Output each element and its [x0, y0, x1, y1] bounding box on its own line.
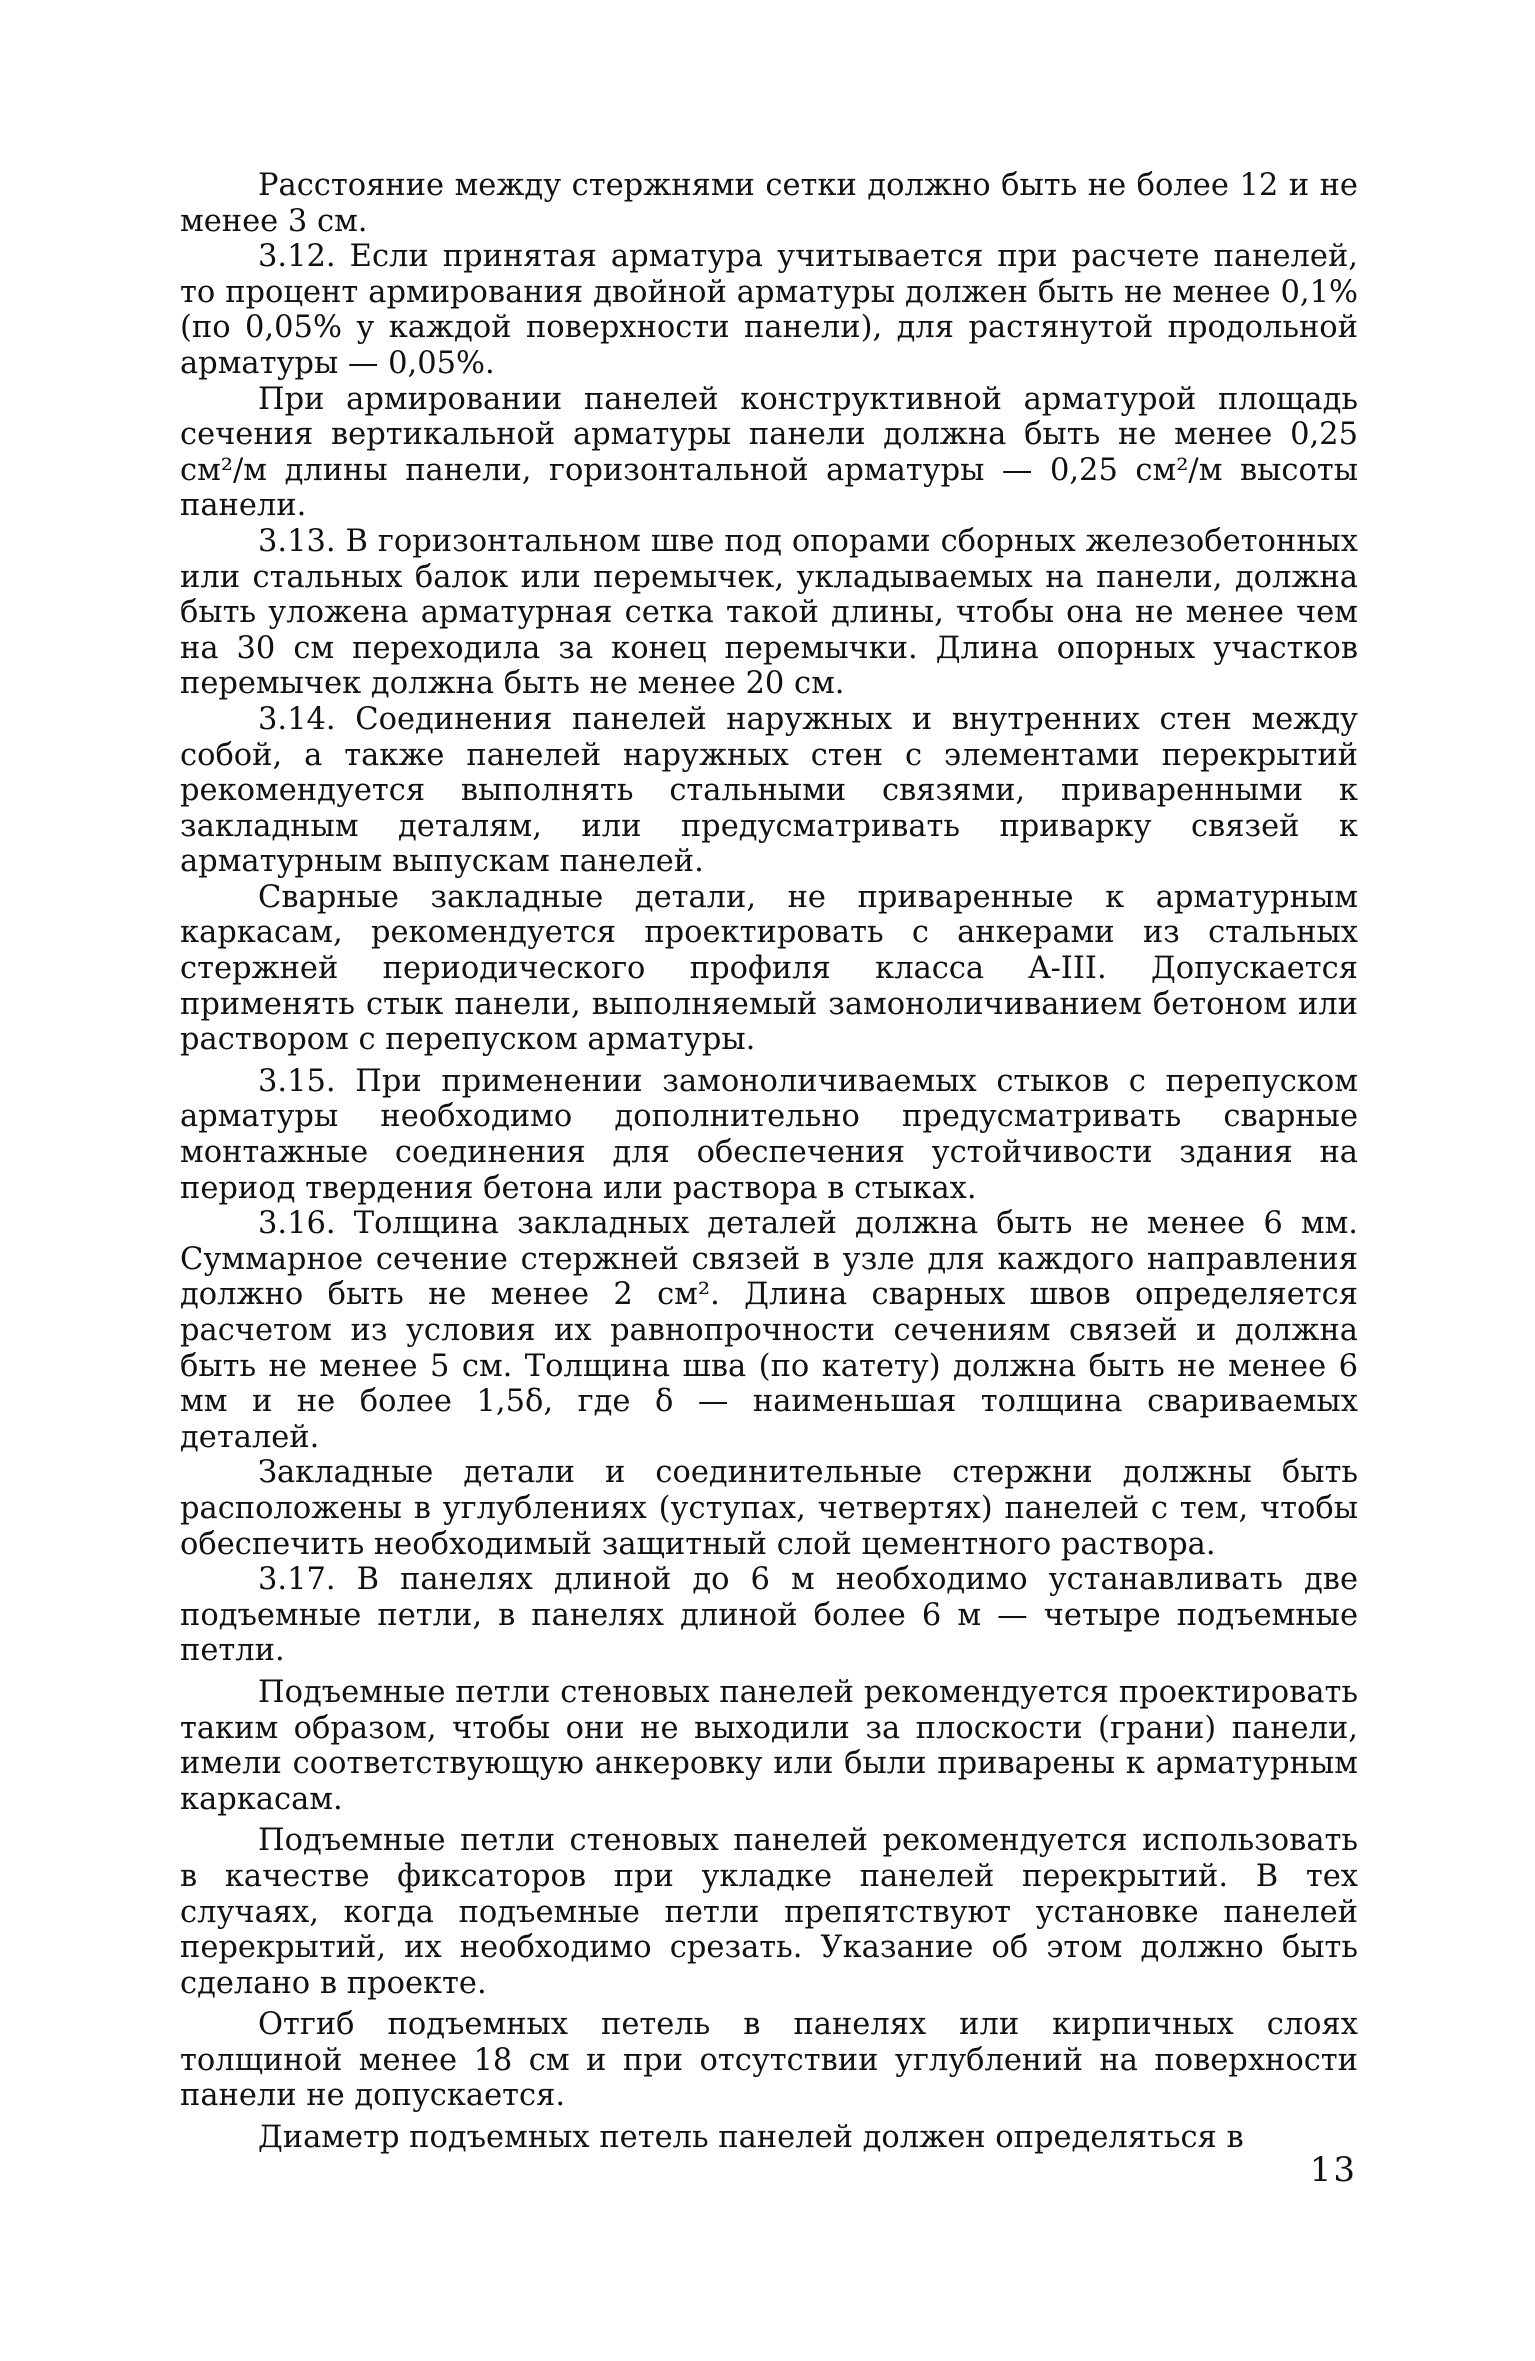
paragraph-lifting-loops-fixators: Подъемные петли стеновых панелей рекомендуется использовать в качестве фиксаторов при укладке панелей перекрытий. В тех случаях, когда подъемные петли препятствуют установке панелей перекрытий, их необходимо срезать. Указание об этом должно быть сделано в проекте.: [180, 1823, 1358, 2001]
page-number: 13: [1309, 2150, 1357, 2190]
paragraph-lifting-loops-design: Подъемные петли стеновых панелей рекомендуется проектировать таким образом, чтобы они не выходили за плоскости (грани) панели, имели соответствующую анкеровку или были приварены к арматурным каркасам.: [180, 1674, 1358, 1817]
paragraph-constructive-reinforcement: При армировании панелей конструктивной арматурой площадь сечения вертикальной арматуры панели должна быть не менее 0,25 см²/м длины панели, горизонтальной арматуры — 0,25 см²/м высоты панели.: [180, 381, 1358, 524]
paragraph-3-17: 3.17. В панелях длиной до 6 м необходимо устанавливать две подъемные петли, в панелях длиной более 6 м — четыре подъемные петли.: [180, 1562, 1358, 1669]
paragraph-lifting-loops-bending: Отгиб подъемных петель в панелях или кирпичных слоях толщиной менее 18 см и при отсутствии углублений на поверхности панели не допускается.: [180, 2007, 1358, 2114]
paragraph-lifting-loops-diameter: Диаметр подъемных петель панелей должен определяться в: [258, 2120, 1244, 2156]
document-body: [180, 168, 1358, 2156]
paragraph-3-13: 3.13. В горизонтальном шве под опорами сборных железобетонных или стальных балок или перемычек, укладываемых на панели, должна быть уложена арматурная сетка такой длины, чтобы она не менее чем на 30 см переходила за конец перемычки. Длина опорных участков перемычек должна быть не менее 20 см.: [180, 523, 1358, 702]
paragraph-mesh-spacing: Расстояние между стержнями сетки должно быть не более 12 и не менее 3 см.: [180, 168, 1358, 239]
paragraph-3-16: 3.16. Толщина закладных деталей должна быть не менее 6 мм. Суммарное сечение стержней связей в узле для каждого направления должно быть не менее 2 см². Длина сварных швов определяется расчетом из условия их равнопрочности сечениям связей и должна быть не менее 5 см. Толщина шва (по катету) должна быть не менее 6 мм и не более 1,5δ, где δ — наименьшая толщина свариваемых деталей.: [180, 1206, 1358, 1455]
paragraph-3-14: 3.14. Соединения панелей наружных и внутренних стен между собой, а также панелей наружных стен с элементами перекрытий рекомендуется выполнять стальными связями, приваренными к закладным деталям, или предусматривать приварку связей к арматурным выпускам панелей.: [180, 701, 1358, 880]
paragraph-embedded-parts-location: Закладные детали и соединительные стержни должны быть расположены в углублениях (уступах, четвертях) панелей с тем, чтобы обеспечить необходимый защитный слой цементного раствора.: [180, 1455, 1358, 1562]
paragraph-3-12: 3.12. Если принятая арматура учитывается при расчете панелей, то процент армирования двойной арматуры должен быть не менее 0,1% (по 0,05% у каждой поверхности панели), для растянутой продольной арматуры — 0,05%.: [180, 239, 1358, 381]
paragraph-3-15: 3.15. При применении замоноличиваемых стыков с перепуском арматуры необходимо дополнительно предусматривать сварные монтажные соединения для обеспечения устойчивости здания на период твердения бетона или раствора в стыках.: [180, 1063, 1358, 1206]
paragraph-welded-embedded-parts: Сварные закладные детали, не приваренные к арматурным каркасам, рекомендуется проектировать с анкерами из стальных стержней периодического профиля класса A-III. Допускается применять стык панели, выполняемый замоноличиванием бетоном или раствором с перепуском арматуры.: [180, 879, 1358, 1058]
